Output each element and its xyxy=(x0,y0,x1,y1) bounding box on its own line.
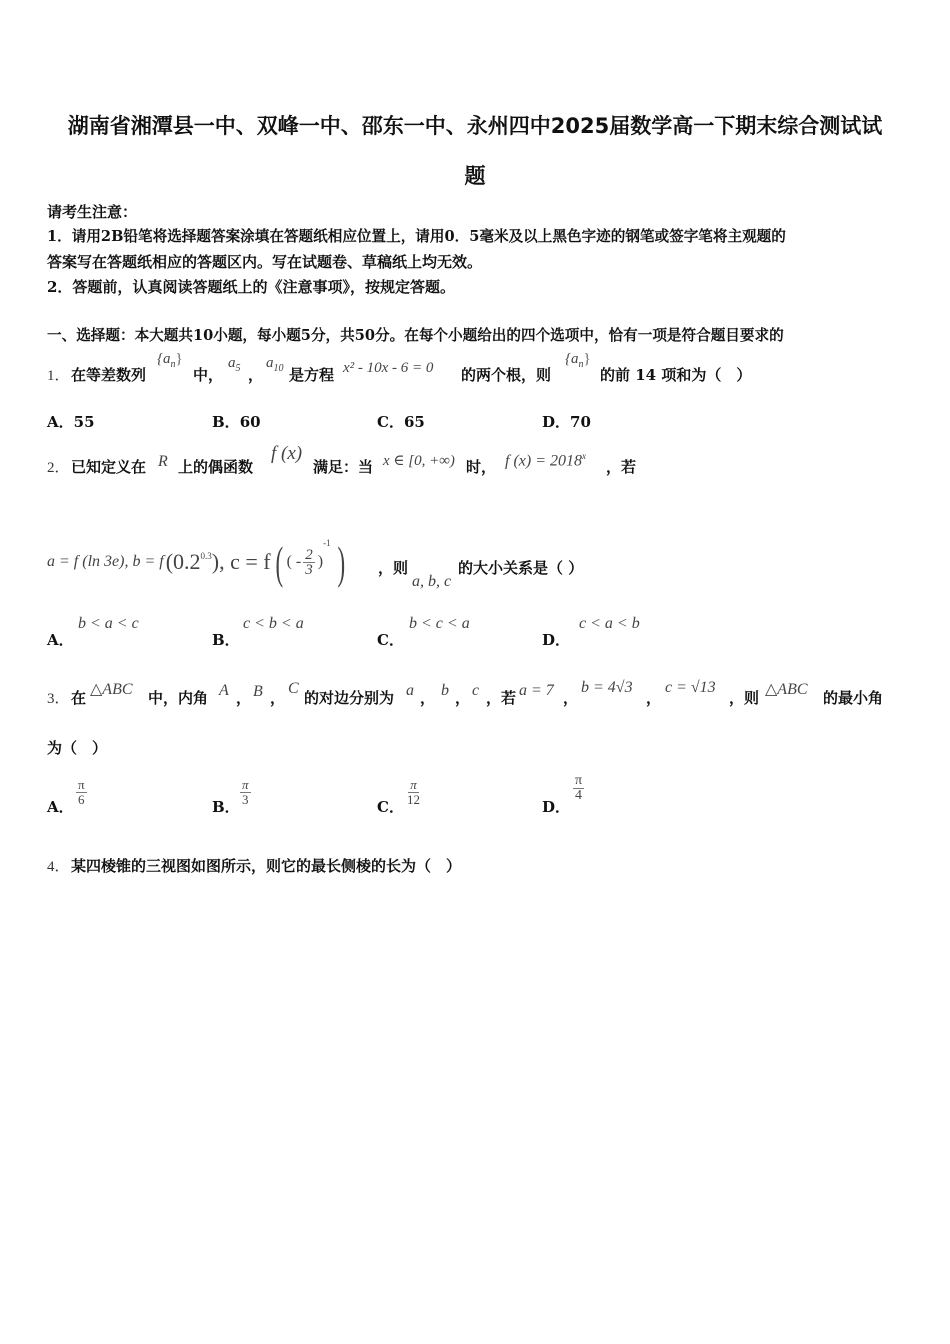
q3-angle-B: B xyxy=(253,683,263,700)
q2-number: 2． xyxy=(47,460,70,476)
q1-a5-letter: a xyxy=(228,355,236,371)
q2-option-c-expr[interactable]: b < c < a xyxy=(409,615,470,632)
q3-option-d-fraction[interactable] xyxy=(573,774,584,803)
q2-text-1: 已知定义在 xyxy=(71,458,147,476)
q1-number: 1． xyxy=(47,368,70,384)
q2-eq-b-sup: 0.3 xyxy=(200,551,212,561)
q3-side-a: a xyxy=(406,682,414,699)
q1-option-a[interactable] xyxy=(47,411,95,432)
q1-seq-a: {a xyxy=(157,351,171,367)
q1-seq2-a: {a xyxy=(565,351,579,367)
q3-text-1: 在 xyxy=(71,689,87,707)
q4-number: 4． xyxy=(47,859,70,875)
q3-option-b-den: 3 xyxy=(242,792,249,807)
q2-f-expr-exp: x xyxy=(582,451,586,461)
q2-option-a-expr[interactable]: b < a < c xyxy=(78,615,139,632)
q3-sep-5: ， xyxy=(563,689,579,707)
q1-seq-brace: } xyxy=(175,351,183,367)
q1-equation: x² - 10x - 6 = 0 xyxy=(343,360,434,376)
q2-text-7: 的大小关系是（ ） xyxy=(458,559,584,577)
q3-c-value: c = √13 xyxy=(665,679,716,696)
q2-option-d-expr[interactable]: c < a < b xyxy=(579,615,640,632)
q3-triangle-2: △ABC xyxy=(765,681,808,698)
q2-R: R xyxy=(158,453,168,470)
q3-a-value: a = 7 xyxy=(519,682,554,699)
q1-a10 xyxy=(266,355,284,374)
q1-option-b-text: 60 xyxy=(239,413,261,431)
q2-eq-b-close: ), c = f xyxy=(211,549,271,574)
q1-option-b-label: B． xyxy=(212,413,240,431)
q3-text-4: ，若 xyxy=(486,689,517,707)
q3-option-c-den: 12 xyxy=(407,792,420,807)
q1-option-b[interactable] xyxy=(212,411,261,432)
q1-option-d-text: 70 xyxy=(570,413,591,431)
q1-option-d-label: D． xyxy=(542,413,571,431)
q3-text-3: 的对边分别为 xyxy=(304,689,395,707)
q3-text-6: 的最小角 xyxy=(823,689,884,707)
q3-angle-A: A xyxy=(219,682,229,699)
q1-option-d[interactable] xyxy=(542,411,591,432)
q1-text-1: 在等差数列 xyxy=(71,366,147,384)
q3-b-value: b = 4√3 xyxy=(581,679,633,696)
q1-option-c-label: C． xyxy=(377,413,404,431)
q1-option-c-text: 65 xyxy=(403,413,425,431)
exam-title-line2: 题 xyxy=(464,164,486,188)
q2-eq-c-fraction xyxy=(303,548,315,577)
q3-option-a-den: 6 xyxy=(78,792,85,807)
q1-seq-sub: n xyxy=(170,359,176,370)
q3-option-b-label[interactable]: B． xyxy=(212,798,240,816)
q2-option-b-expr[interactable]: c < b < a xyxy=(243,615,304,632)
q1-seq-an-2 xyxy=(565,351,591,370)
q2-option-a-label[interactable]: A． xyxy=(47,631,74,649)
q3-option-a-label[interactable]: A． xyxy=(47,798,74,816)
q3-side-b: b xyxy=(441,682,449,699)
q3-option-a-fraction[interactable] xyxy=(76,778,87,807)
q2-eq-c-big-open: ( xyxy=(275,536,283,588)
q1-text-6: 的前 14 项和为（ ） xyxy=(600,366,752,384)
q1-option-a-label: A． xyxy=(47,413,74,431)
q3-number: 3． xyxy=(47,691,70,707)
q1-seq2-brace: } xyxy=(583,351,591,367)
q3-option-c-num: π xyxy=(410,777,417,792)
section-heading: 一、选择题：本大题共10小题，每小题5分，共50分。在每个小题给出的四个选项中，恰有一项是符合题目要求的 xyxy=(47,327,784,344)
q2-eq-b-open: (0.2 xyxy=(165,549,201,574)
q2-option-c-label[interactable]: C． xyxy=(377,631,404,649)
q2-eq-a: a = f (ln 3e), b = f xyxy=(47,553,164,570)
q2-text-2: 上的偶函数 xyxy=(178,458,254,476)
q2-eq-b xyxy=(166,549,271,575)
q2-f-expression xyxy=(505,451,586,470)
q1-a10-sub: 10 xyxy=(273,363,284,374)
q2-option-b-label[interactable]: B． xyxy=(212,631,240,649)
q3-side-c: c xyxy=(472,682,480,699)
q2-eq-c-big-close: ) xyxy=(337,536,345,588)
q2-option-d-label[interactable]: D． xyxy=(542,631,571,649)
q1-seq-an xyxy=(157,351,183,370)
q1-a10-letter: a xyxy=(266,355,274,371)
q1-seq2-sub: n xyxy=(578,359,584,370)
q3-option-c-fraction[interactable] xyxy=(407,778,420,807)
q1-text-2: 中， xyxy=(193,366,224,384)
q2-text-6: ，则 xyxy=(378,559,409,577)
q3-option-d-num: π xyxy=(575,773,583,788)
q2-eq-c-num: 2 xyxy=(305,546,313,563)
q2-f-expr-base: f (x) = 2018 xyxy=(505,452,582,470)
q2-text-5: ，若 xyxy=(606,458,637,476)
notice-item-1b: 答案写在答题纸相应的答题区内。写在试题卷、草稿纸上均无效。 xyxy=(47,253,483,271)
q1-text-4: 是方程 xyxy=(289,366,335,384)
q4-text: 某四棱锥的三视图如图所示，则它的最长侧棱的长为（ ） xyxy=(71,857,462,875)
notice-item-1a: 1．请用2B铅笔将选择题答案涂填在答题纸相应位置上，请用0．5毫米及以上黑色字迹的钢笔或签字笔将主观题的 xyxy=(47,228,786,245)
q3-option-b-num: π xyxy=(242,777,249,792)
q1-text-5: 的两个根，则 xyxy=(461,366,552,384)
q3-sep-1: ， xyxy=(236,689,252,707)
exam-title-line1: 湖南省湘潭县一中、双峰一中、邵东一中、永州四中2025届数学高一下期末综合测试试 xyxy=(67,114,883,138)
q2-eq-c-inner-close: ) xyxy=(317,553,324,570)
q3-sep-4: ， xyxy=(455,689,471,707)
q3-triangle: △ABC xyxy=(90,681,133,698)
q3-option-a-num: π xyxy=(78,777,85,792)
q3-option-d-label[interactable]: D． xyxy=(542,798,571,816)
notice-heading: 请考生注意： xyxy=(47,203,138,221)
q3-option-b-fraction[interactable] xyxy=(240,778,251,807)
q2-abc: a, b, c xyxy=(412,573,452,590)
q2-eq-c-inner-open: ( - xyxy=(286,553,302,570)
q3-option-c-label[interactable]: C． xyxy=(377,798,404,816)
q2-text-4: 时， xyxy=(466,458,497,476)
q3-sep-2: ， xyxy=(270,689,286,707)
notice-item-2: 2．答题前，认真阅读答题纸上的《注意事项》，按规定答题。 xyxy=(47,278,455,296)
q3-angle-C: C xyxy=(288,680,299,697)
q1-option-a-text: 55 xyxy=(73,413,95,431)
q2-eq-c-sup: -1 xyxy=(323,538,331,548)
q1-option-c[interactable] xyxy=(377,411,425,432)
q3-sep-6: ， xyxy=(646,689,662,707)
q2-f-of-x: f (x) xyxy=(271,443,303,464)
q3-option-d-den: 4 xyxy=(575,788,583,803)
q3-text-2: 中，内角 xyxy=(148,689,209,707)
q3-text-5: ，则 xyxy=(729,689,760,707)
q2-condition: x ∈ [0, +∞) xyxy=(383,453,455,469)
q1-text-3: ， xyxy=(248,366,264,384)
q2-text-3: 满足：当 xyxy=(313,458,374,476)
q2-eq-c-den: 3 xyxy=(305,561,313,578)
q1-a5 xyxy=(228,355,241,374)
q3-sep-3: ， xyxy=(420,689,436,707)
q1-a5-sub: 5 xyxy=(235,363,241,374)
q2-definitions xyxy=(47,534,345,590)
q3-text-7: 为（ ） xyxy=(47,739,108,757)
